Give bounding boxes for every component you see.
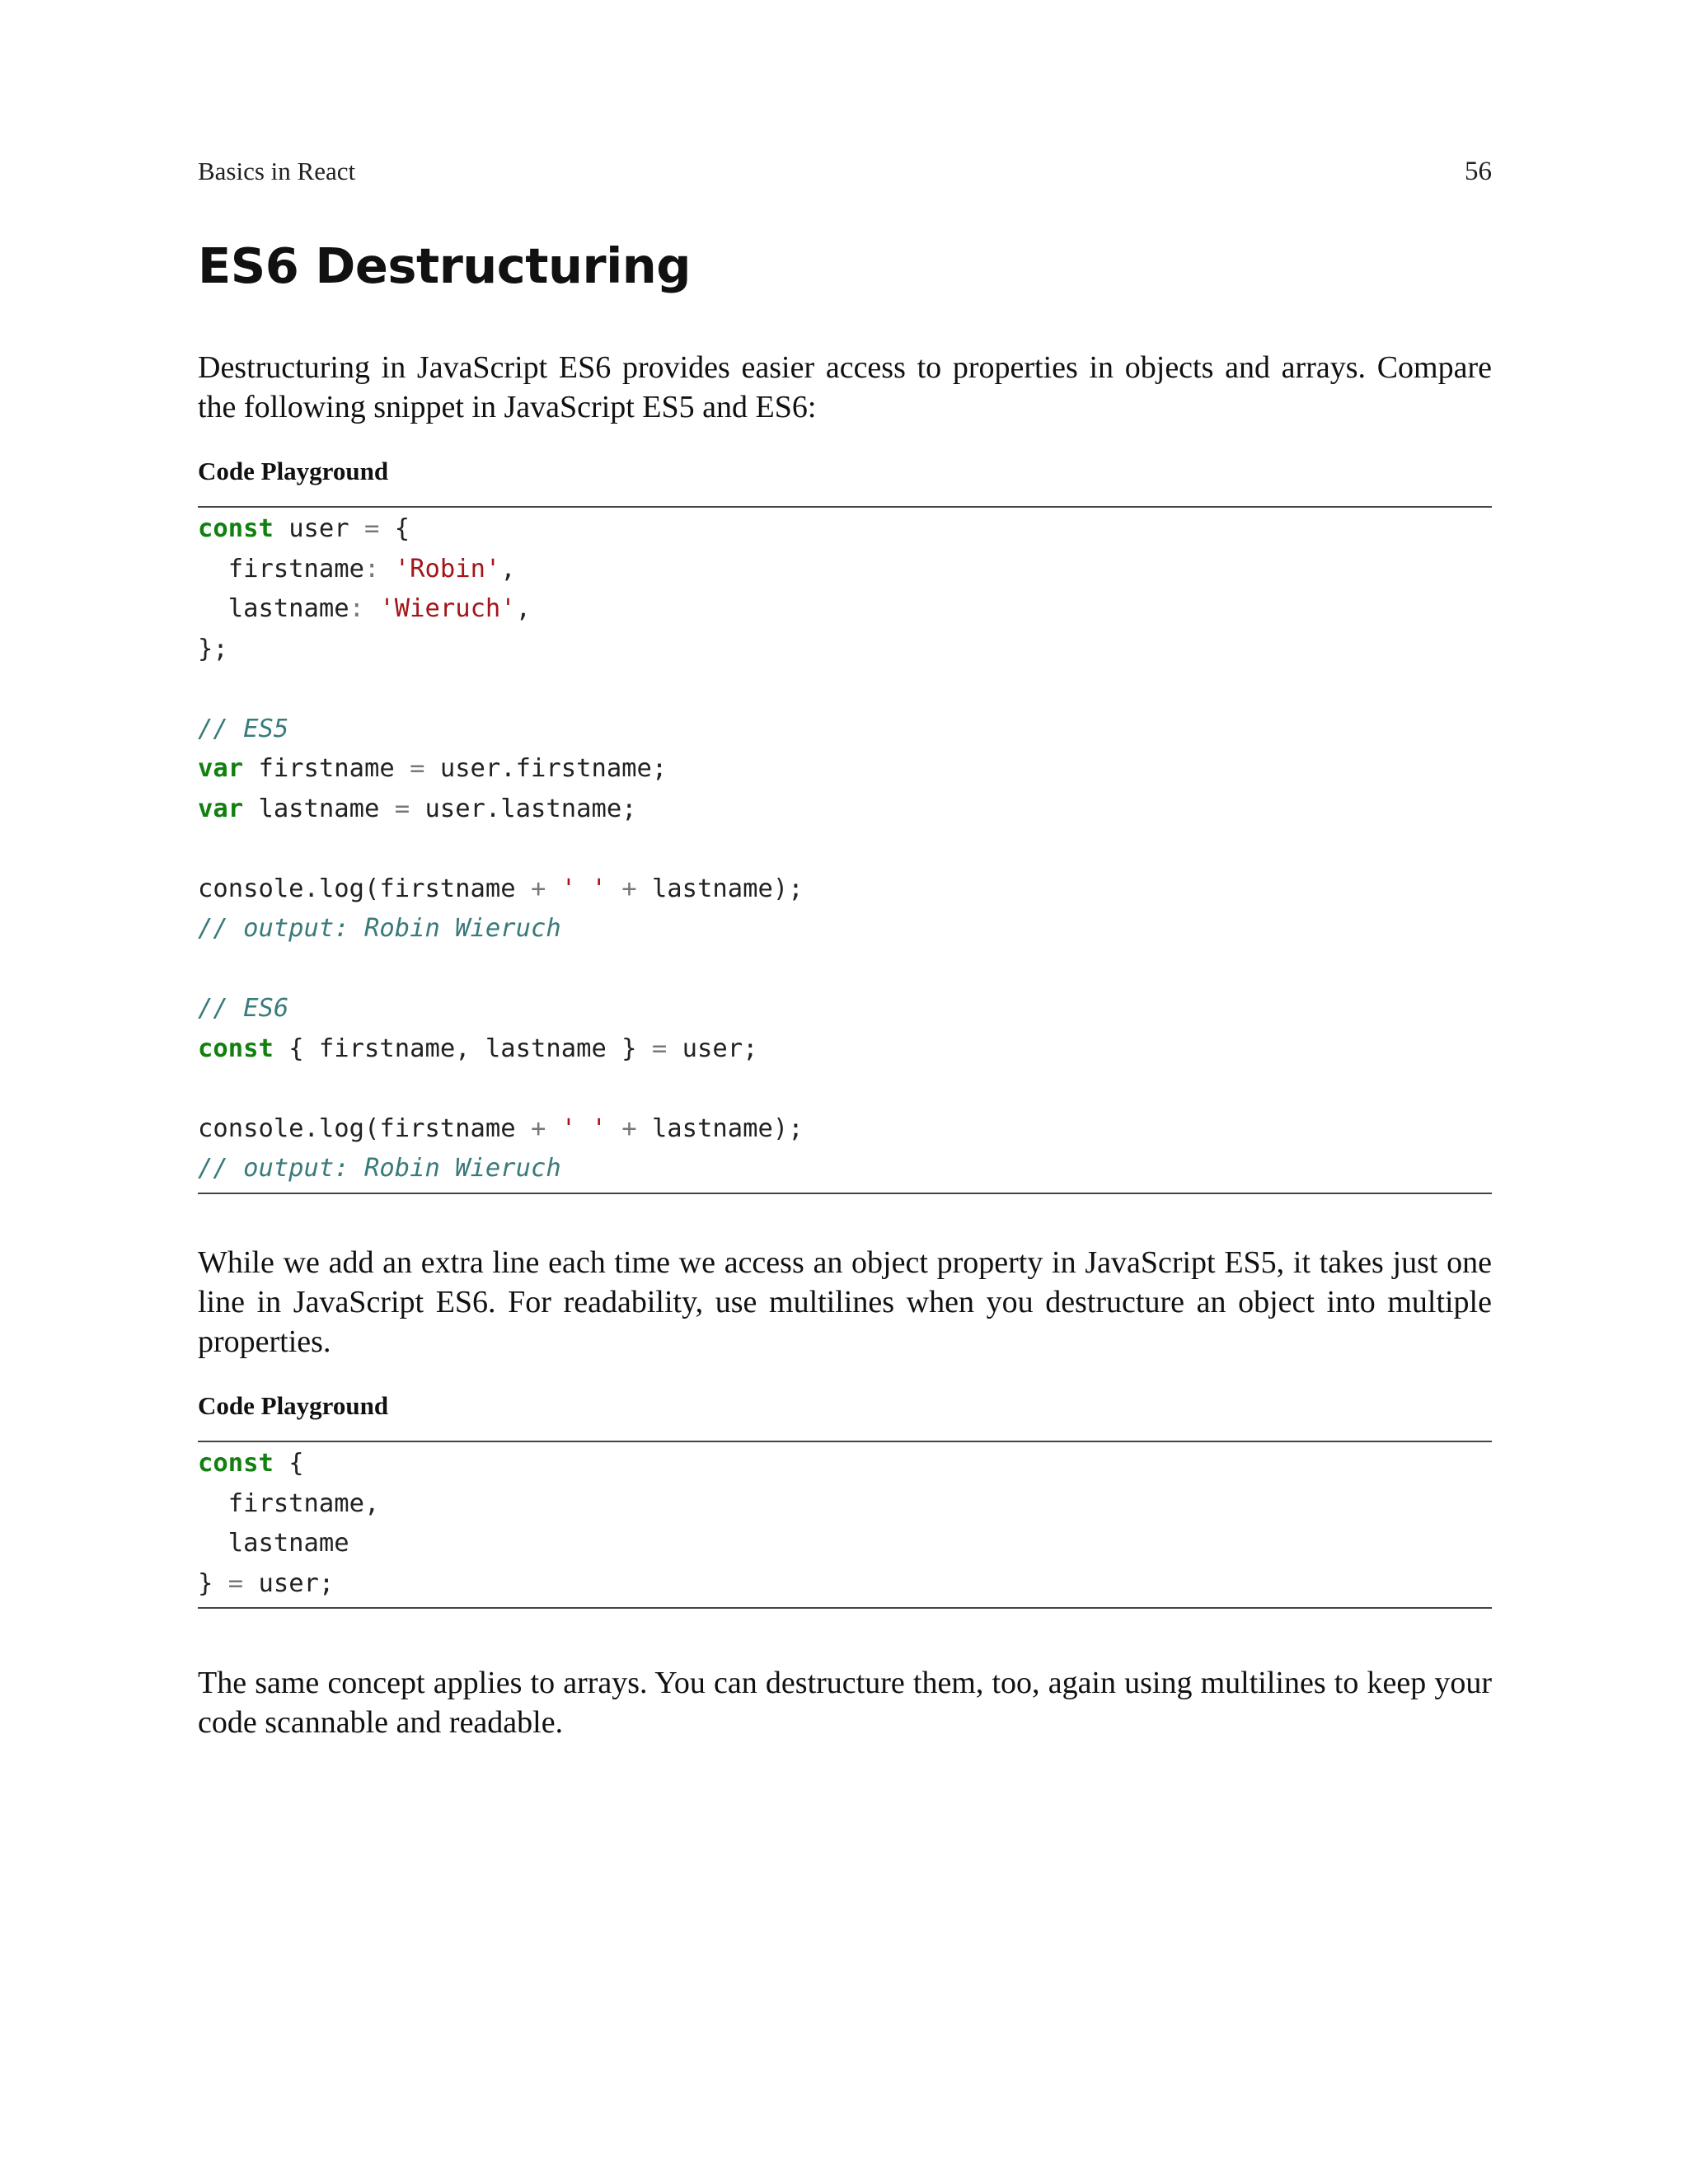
code-text: lastname [198, 1529, 349, 1558]
code-keyword: const [198, 514, 274, 543]
code-operator: : [349, 594, 365, 623]
code-text: lastname); [636, 874, 804, 903]
code-listing-1 [198, 508, 1492, 1193]
code-line [198, 794, 637, 823]
code-operator: + [530, 1113, 546, 1143]
code-text: console.log(firstname [198, 1113, 531, 1143]
intro-paragraph: Destructuring in JavaScript ES6 provides easier access to properties in objects and arrays. Compare the following snippet in JavaScript ES5 and ES6: [198, 350, 1492, 424]
code-text [546, 874, 560, 903]
code-string: 'Wieruch' [379, 594, 516, 623]
code-text: user.firstname; [424, 754, 668, 783]
code-text: user; [243, 1568, 335, 1598]
code-text [379, 555, 394, 583]
code-operator: = [651, 1033, 668, 1063]
code-line [198, 1449, 304, 1478]
code-text [607, 1114, 621, 1143]
code-line [198, 914, 561, 943]
code-line [198, 1569, 334, 1598]
code-text: } [198, 1568, 228, 1598]
code-line [198, 754, 667, 783]
code-line [198, 1114, 804, 1143]
code-text: { firstname, lastname } [273, 1033, 652, 1063]
code-keyword: var [198, 794, 244, 823]
code-line [198, 994, 288, 1023]
code-comment: // output: Robin Wieruch [198, 914, 561, 943]
code-keyword: const [198, 1449, 274, 1478]
code-text: , [500, 554, 516, 583]
code-operator: + [530, 874, 546, 903]
code-block-2 [198, 1441, 1492, 1609]
code-caption-1: Code Playground [198, 457, 389, 485]
code-text: firstname, [198, 1488, 380, 1518]
code-text: firstname [243, 754, 410, 783]
code-text [607, 874, 621, 903]
code-text: user [273, 514, 365, 543]
code-text [364, 594, 379, 623]
code-text: lastname [198, 594, 349, 623]
code-text: firstname [198, 554, 364, 583]
code-string: ' ' [560, 1113, 607, 1143]
code-text: { [273, 1449, 304, 1478]
code-comment: // output: Robin Wieruch [198, 1154, 561, 1183]
code-text: { [379, 514, 410, 543]
code-text: , [515, 594, 532, 623]
chapter-title: ES6 Destructuring [198, 237, 692, 294]
middle-paragraph: While we add an extra line each time we access an object property in JavaScript ES5, it takes just one line in JavaScript ES6. For readability, use multilines when you destructure an object into multiple properties. [198, 1245, 1492, 1359]
code-line [198, 555, 516, 583]
code-operator: : [364, 554, 380, 583]
code-comment: // ES5 [198, 714, 289, 743]
code-comment: // ES6 [198, 994, 289, 1023]
code-line [198, 1529, 349, 1558]
code-line [198, 635, 228, 663]
code-caption-2: Code Playground [198, 1391, 389, 1420]
code-text: user; [667, 1033, 758, 1063]
closing-paragraph: The same concept applies to arrays. You can destructure them, too, again using multilines to keep your code scannable and readable. [198, 1666, 1492, 1740]
code-text: lastname [243, 794, 395, 823]
code-keyword: var [198, 754, 244, 783]
code-text: lastname); [636, 1113, 804, 1143]
code-operator: + [621, 1113, 637, 1143]
code-line [198, 1489, 379, 1518]
code-line [198, 514, 410, 543]
code-line [198, 594, 531, 623]
code-operator: = [394, 794, 410, 823]
code-operator: + [621, 874, 637, 903]
code-block-1 [198, 506, 1492, 1194]
code-text: console.log(firstname [198, 874, 531, 903]
running-title: Basics in React [198, 157, 356, 185]
code-string: 'Robin' [394, 554, 501, 583]
code-text [546, 1114, 560, 1143]
code-listing-2 [198, 1442, 1492, 1607]
running-header [198, 157, 1492, 191]
code-operator: = [227, 1568, 244, 1598]
code-operator: = [364, 514, 380, 543]
code-line [198, 874, 804, 903]
code-line [198, 1034, 757, 1063]
page-number: 56 [1465, 157, 1492, 186]
code-operator: = [410, 754, 425, 783]
code-text: user.lastname; [410, 794, 637, 823]
code-line [198, 1154, 561, 1183]
code-text: }; [198, 634, 228, 663]
code-string: ' ' [560, 874, 607, 903]
code-keyword: const [198, 1033, 274, 1063]
code-line [198, 715, 288, 743]
